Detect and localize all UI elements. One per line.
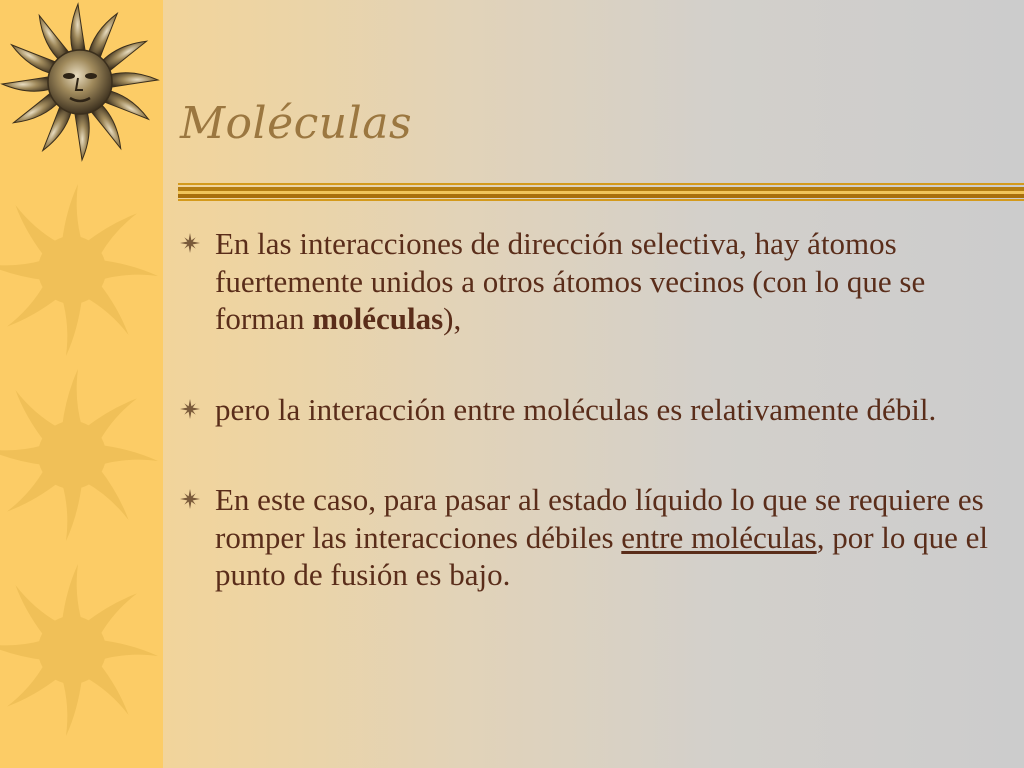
slide-title: Moléculas [180,98,413,149]
left-decorative-strip [0,0,163,768]
sun-icon [0,560,160,740]
bullet-text-end: , por lo que el punto de fusión es bajo. [215,519,989,592]
star-bullet-icon [178,397,202,421]
metal-sun-face-icon [0,0,160,180]
sun-icon [0,365,160,545]
bullet-list [178,225,1018,594]
star-bullet-icon [178,487,202,511]
star-bullet-icon [178,231,202,255]
bullet-text: pero la interacción entre moléculas es relativamente débil. [215,391,937,427]
bullet-item [178,481,1018,594]
bold-term-moleculas: moléculas [312,301,444,336]
underlined-term: entre moléculas [621,519,817,555]
title-rule [178,182,1024,204]
bullet-text: En este caso, para pasar al estado líquido lo que se requiere es romper las interacciones débiles [215,482,984,555]
sun-icon [0,180,160,360]
bullet-text: En las interacciones de dirección selectiva, hay átomos fuertemente unidos a otros átomos vecinos (con lo que se forman [215,226,926,336]
bullet-item [178,391,1018,429]
bullet-text-end: ), [443,301,462,336]
bullet-item [178,225,1018,338]
